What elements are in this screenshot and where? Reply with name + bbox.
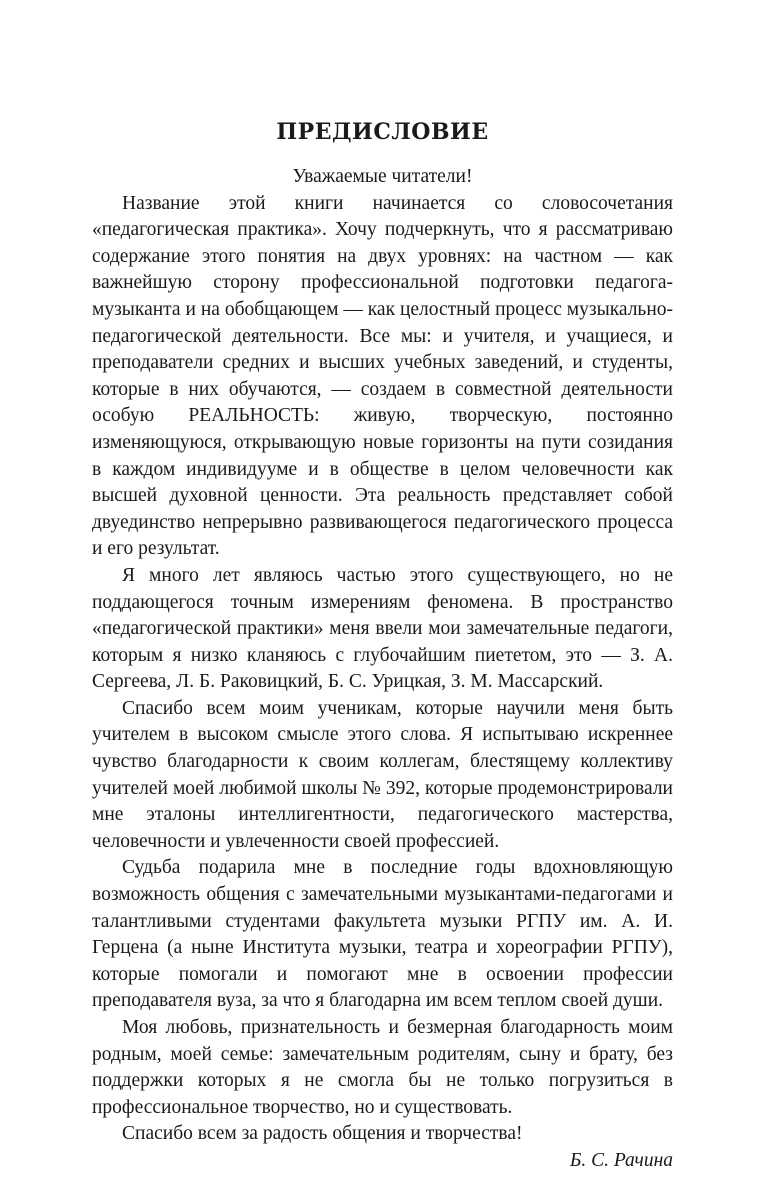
- paragraph-family: Моя любовь, признательность и безмерная благодарность моим родным, моей семье: замечательным родителям, сыну и брату, без поддержки которых я не смогла бы не только погрузиться в профессиональное творчество, но и существовать.: [92, 1017, 673, 1118]
- author-signature: Б. С. Рачина: [569, 1149, 673, 1171]
- paragraph-students-colleagues: Спасибо всем моим ученикам, которые научили меня быть учителем в высоком смысле этого слова. Я испытываю искреннее чувство благодарности к своим коллегам, блестящему коллективу учителей моей любимой школы № 392, которые продемонстрировали мне эталоны интеллигентности, педагогического мастерства, человечности и увлеченности своей профессией.: [92, 697, 673, 852]
- greeting: Уважаемые читатели!: [292, 166, 473, 187]
- page-content: [92, 112, 673, 1175]
- paragraph-teachers: Я много лет являюсь частью этого существующего, но не поддающегося точным измерениям феномена. В пространство «педагогической практики» меня ввели мои замечательные педагоги, которым я низко кланяюсь с глубочайшим пиететом, это — З. А. Сергеева, Л. Б. Раковицкий, Б. С. Урицкая, З. М. Массарский.: [92, 564, 673, 693]
- page-title: ПРЕДИСЛОВИЕ: [276, 119, 489, 145]
- paragraph-university: Судьба подарила мне в последние годы вдохновляющую возможность общения с замечательными музыкантами-педагогами и талантливыми студентами факультета музыки РГПУ им. А. И. Герцена (а ныне Института музыки, театра и хореографии РГПУ), которые помогали и помогают мне в освоении профессии преподавателя вуза, за что я благодарна им всем теплом своей души.: [92, 857, 673, 1012]
- paragraph-title-meaning: Название этой книги начинается со словосочетания «педагогическая практика». Хочу подчеркнуть, что я рассматриваю содержание этого понятия на двух уровнях: на частном — как важнейшую сторону профессиональной подготовки педагога-музыканта и на обобщающем — как целостный процесс музыкально-педагогической деятельности. Все мы: и учителя, и учащиеся, и преподаватели средних и высших учебных заведений, и студенты, которые в них обучаются, — создаем в совместной деятельности особую РЕАЛЬНОСТЬ: живую, творческую, постоянно изменяющуюся, открывающую новые горизонты на пути созидания в каждом индивидууме и в обществе в целом человечности как высшей духовной ценности. Эта реальность представляет собой двуединство непрерывно развивающегося педагогического процесса и его результат.: [92, 192, 673, 560]
- paragraph-thanks: Спасибо всем за радость общения и творчества!: [122, 1123, 523, 1145]
